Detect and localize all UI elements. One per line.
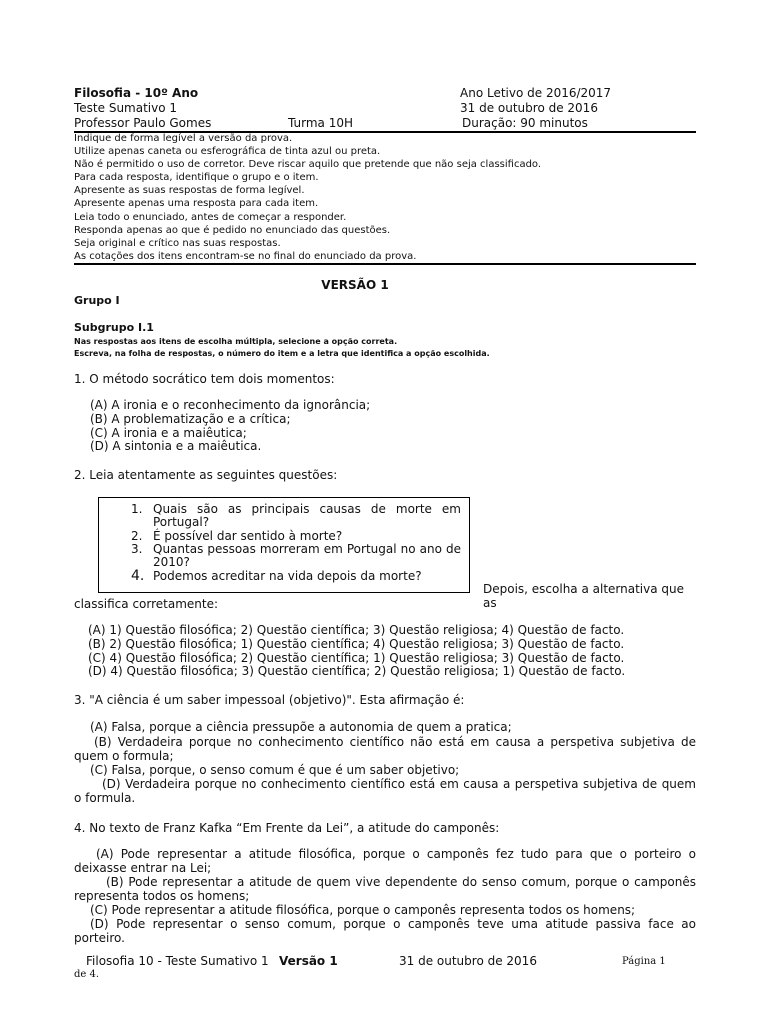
- box-item-number: 4.: [131, 568, 145, 585]
- instructions-list: [74, 132, 541, 263]
- option-a: (A) 1) Questão filosófica; 2) Questão científica; 3) Questão religiosa; 4) Questão de facto.: [88, 623, 625, 637]
- option-c: (C) A ironia e a maiêutica;: [90, 425, 247, 440]
- question-3-option-b: (B) Verdadeira porque no conhecimento científico não está em causa a perspetiva subjetiva de quem o formula;: [74, 735, 696, 763]
- instruction-line: Indique de forma legível a versão da prova.: [74, 133, 293, 144]
- instruction-line: Para cada resposta, identifique o grupo e o item.: [74, 172, 319, 184]
- box-item-number: 3.: [131, 541, 143, 556]
- box-item-number: 1.: [131, 502, 143, 516]
- question-2-prompt: 2. Leia atentamente as seguintes questões:: [74, 468, 338, 482]
- box-item-text: É possível dar sentido à morte?: [153, 528, 343, 543]
- subgroup-title: Subgrupo I.1: [74, 321, 154, 334]
- box-item-text: Quantas pessoas morreram em Portugal no ano de 2010?: [153, 541, 461, 570]
- subgroup-instruction-line: Nas respostas aos itens de escolha múltipla, selecione a opção correta.: [74, 337, 398, 346]
- box-item-text: Quais são as principais causas de morte em Portugal?: [153, 502, 461, 530]
- questions-box-list: [99, 503, 469, 584]
- footer-page-number: Página 1: [622, 956, 666, 967]
- subgroup-instruction-line: Escreva, na folha de respostas, o número do item e a letra que identifica a opção escolhida.: [74, 348, 490, 358]
- instructions-divider: [74, 263, 696, 265]
- question-3-prompt: 3. "A ciência é um saber impessoal (objetivo)". Esta afirmação é:: [74, 693, 465, 707]
- subgroup-instructions: [74, 336, 490, 359]
- footer-test-name: Filosofia 10 - Teste Sumativo 1: [86, 954, 269, 968]
- box-item: [99, 503, 469, 530]
- test-duration: Duração: 90 minutos: [462, 116, 588, 130]
- question-1-options: [90, 399, 370, 454]
- option-c: (C) 4) Questão filosófica; 2) Questão científica; 1) Questão religiosa; 3) Questão de facto.: [88, 650, 625, 665]
- question-3-option-c: (C) Falsa, porque, o senso comum é que é um saber objetivo;: [90, 763, 460, 777]
- option-d: (D) 4) Questão filosófica; 3) Questão científica; 2) Questão religiosa; 1) Questão de facto.: [88, 664, 626, 679]
- question-4-option-b: (B) Pode representar a atitude de quem vive dependente do senso comum, porque o camponês representa todos os homens;: [74, 875, 696, 903]
- instruction-line: Apresente as suas respostas de forma legível.: [74, 185, 305, 197]
- option-b: (B) A problematização e a crítica;: [90, 411, 291, 426]
- instruction-line: Apresente apenas uma resposta para cada item.: [74, 198, 319, 210]
- question-2-options: [88, 624, 625, 679]
- question-4-option-a: (A) Pode representar a atitude filosófica, porque o camponês fez tudo para que o porteiro o deixasse entrar na Lei;: [74, 847, 696, 875]
- option-d: (D) A sintonia e a maiêutica.: [90, 439, 262, 454]
- option-b: (B) 2) Questão filosófica; 1) Questão científica; 4) Questão religiosa; 3) Questão de facto.: [88, 636, 625, 651]
- footer-version: Versão 1: [279, 954, 338, 968]
- group-title: Grupo I: [74, 294, 120, 307]
- instruction-line: Leia todo o enunciado, antes de começar a responder.: [74, 211, 347, 223]
- subject-title: Filosofia - 10º Ano: [74, 86, 199, 100]
- instruction-line: As cotações dos itens encontram-se no final do enunciado da prova.: [74, 250, 417, 262]
- class-name: Turma 10H: [288, 116, 353, 130]
- test-date: 31 de outubro de 2016: [460, 101, 598, 115]
- question-3-option-d: (D) Verdadeira porque no conhecimento científico está em causa a perspetiva subjetiva de quem o formula.: [74, 777, 696, 805]
- school-year: Ano Letivo de 2016/2017: [460, 86, 612, 100]
- question-4-option-c: (C) Pode representar a atitude filosófica, porque o camponês representa todos os homens;: [90, 903, 636, 917]
- question-4-prompt: 4. No texto de Franz Kafka “Em Frente da Lei”, a atitude do camponês:: [74, 821, 500, 835]
- box-item: [99, 530, 469, 543]
- instruction-line: Responda apenas ao que é pedido no enunciado das questões.: [74, 224, 391, 236]
- version-title: VERSÃO 1: [321, 278, 389, 292]
- instruction-line: Não é permitido o uso de corretor. Deve riscar aquilo que pretende que não seja classificado.: [74, 159, 542, 171]
- question-2-after-box: Depois, escolha a alternativa que as: [483, 582, 685, 610]
- box-item: [99, 543, 469, 570]
- document-page: [74, 0, 696, 1024]
- box-item-number: 2.: [131, 528, 143, 543]
- footer-date: 31 de outubro de 2016: [399, 954, 537, 968]
- question-1-prompt: 1. O método socrático tem dois momentos:: [74, 372, 335, 386]
- instruction-line: Utilize apenas caneta ou esferográfica de tinta azul ou preta.: [74, 146, 381, 158]
- box-item-text: Podemos acreditar na vida depois da morte?: [153, 569, 422, 584]
- question-3-option-a: (A) Falsa, porque a ciência pressupõe a autonomia de quem a pratica;: [90, 720, 512, 734]
- professor-name: Professor Paulo Gomes: [74, 116, 212, 130]
- question-2-after-box-continued: classifica corretamente:: [74, 597, 219, 611]
- box-item: [99, 570, 469, 583]
- test-name: Teste Sumativo 1: [74, 101, 178, 115]
- option-a: (A) A ironia e o reconhecimento da ignorância;: [90, 398, 371, 412]
- question-4-option-d: (D) Pode representar o senso comum, porque o camponês teve uma atitude passiva face ao porteiro.: [74, 917, 696, 945]
- instruction-line: Seja original e crítico nas suas respostas.: [74, 237, 281, 249]
- footer-page-total: de 4.: [74, 969, 100, 980]
- questions-box: [98, 497, 470, 593]
